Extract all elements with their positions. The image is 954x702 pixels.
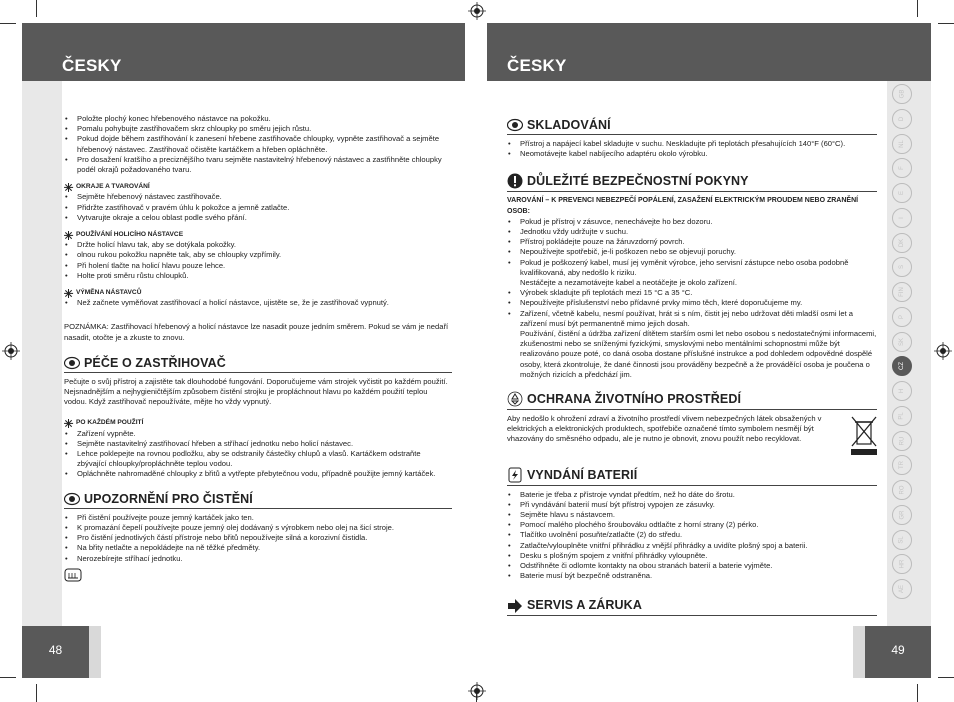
list-item: • Zatlačte/vylouplněte vnitřní přihrádku z vnější přihrádky a uvidíte plošný spoj a baterii. <box>507 541 877 551</box>
left-page-header <box>22 23 465 81</box>
list-item: • Lehce poklepejte na rovnou podložku, aby se odstranily částečky chlupů a vlasů. Kartáčkem odstraňte zbývající chloupky/propláchněte teplou vodou. <box>64 449 452 469</box>
right-page-number: 49 <box>891 643 905 657</box>
list-item: • Opláchněte nahromaděné chloupky z břitů a vytřepte přebytečnou vodu, případně použijte jemný kartáček. <box>64 469 452 479</box>
right-column <box>507 118 877 620</box>
caution-bullet-list <box>64 513 452 564</box>
tab-language-label: P <box>898 314 905 319</box>
crop-mark <box>0 677 16 678</box>
star-icon <box>64 419 73 428</box>
tab-language-label: GB <box>898 89 905 99</box>
tab-language-gr[interactable] <box>892 505 912 525</box>
edging-subheading-text: OKRAJE A TVAROVÁNÍ <box>76 183 150 191</box>
list-item: • Na břity netlačte a nepokládejte na ně těžké předměty. <box>64 543 452 553</box>
storage-section-title: SKLADOVÁNÍ <box>527 117 611 132</box>
tab-language-label: F <box>898 166 905 171</box>
tab-language-label: HR <box>898 559 905 569</box>
attachment-change-bullet-list <box>64 298 452 308</box>
tab-language-tr[interactable] <box>892 455 912 475</box>
safety-section-title: DŮLEŽITÉ BEZPEČNOSTNÍ POKYNY <box>527 174 749 189</box>
service-section-heading <box>507 599 877 616</box>
tab-language-label: D <box>899 116 905 121</box>
list-item: • Jednotku vždy udržujte v suchu. <box>507 227 877 237</box>
tab-language-fin[interactable] <box>892 282 912 302</box>
registration-mark-icon <box>468 2 486 20</box>
caution-section-heading <box>64 492 452 509</box>
edging-bullet-list <box>64 192 452 223</box>
care-paragraph: Pečujte o svůj přístroj a zajistěte tak dlouhodobé fungování. Doporučujeme vám strojek vyčistit po každém použití. Nejsnadnějším a nejhygieničtějším způsobem čistění strojku je propláchnout hlavu po každém použití teplou vodou. Když zastřihovač nepoužíváte, mějte ho vždy vypnutý. <box>64 376 448 407</box>
list-item: • Sejměte hlavu s nástavcem. <box>507 510 877 520</box>
tab-language-label: S <box>898 265 905 270</box>
list-item: • Tlačítko uvolnění posuňte/zatlačte (2) do středu. <box>507 530 877 540</box>
list-item: • Sejměte hřebenový nástavec zastřihovače. <box>64 192 452 202</box>
tab-language-pl[interactable] <box>892 406 912 426</box>
list-item: • Pokud je poškozený kabel, musí jej vyměnit výrobce, jeho servisní zástupce nebo osoba podobně kvalifikovaná, aby nedošlo k riziku. <box>507 258 877 278</box>
tab-language-f[interactable] <box>892 158 912 178</box>
list-item: • Pomalu pohybujte zastřihovačem skrz chloupky po směru jejich růstu. <box>64 124 452 134</box>
care-section-title: PÉČE O ZASTŘIHOVAČ <box>84 355 226 370</box>
battery-icon <box>507 467 523 483</box>
children-paragraph: Používání, čistění a údržba zařízení dítětem starším osmi let nebo osobou s nedostatečnými informacemi, zkušenostmi nebo se sníženými fyzickými, smyslovými nebo mentálními schopnostmi může být realizováno pouze poté, co daná osoba dostane příslušné instrukce a pod dohledem odpovědné dospělé osoby, která zkontroluje, že dané činnosti jsou prováděny bezpečně a že prováděící osoba je poučena o možných rizicích a předchází jim. <box>520 329 877 379</box>
language-tabs <box>892 84 914 604</box>
eye-icon <box>64 356 80 370</box>
tab-language-label: FIN <box>898 287 905 297</box>
tab-language-i[interactable] <box>892 208 912 228</box>
attachment-change-subheading-text: VÝMĚNA NÁSTAVCŮ <box>76 289 142 297</box>
registration-mark-icon <box>934 342 952 360</box>
crop-mark <box>36 684 37 702</box>
list-item: • Nepoužívejte příslušenství nebo přídavné prvky mimo těch, které doporučujeme my. <box>507 298 877 308</box>
tab-language-label: CZ <box>899 362 905 371</box>
list-item: • olnou rukou pokožku napněte tak, aby se chloupky vzpřímily. <box>64 250 452 260</box>
tab-language-nl[interactable] <box>892 134 912 154</box>
attachment-change-subheading <box>64 288 452 298</box>
arrow-right-icon <box>507 599 523 613</box>
environment-section-heading <box>507 391 877 410</box>
list-item: • Nerozebírejte stříhací jednotku. <box>64 554 452 564</box>
shaver-bullet-list <box>64 240 452 281</box>
safety-bullet-list <box>507 217 877 380</box>
after-use-subheading-text: PO KAŽDÉM POUŽITÍ <box>76 419 144 427</box>
list-item: • Vytvarujte okraje a celou oblast podle svého přání. <box>64 213 452 223</box>
tab-language-dk[interactable] <box>892 233 912 253</box>
tab-language-label: H <box>899 388 905 394</box>
tab-language-label: SL <box>899 535 905 544</box>
tab-language-label: GR <box>899 510 905 520</box>
crop-mark <box>36 0 37 17</box>
list-item: • Při čistění používejte pouze jemný kartáček jako ten. <box>64 513 452 523</box>
list-item: • Pro dosažení kratšího a preciznějšího tvaru sejměte nastavitelný hřebenový nástavec a zastřihněte chloupky podél okrajů požadovaného tvaru. <box>64 155 452 175</box>
crop-mark <box>938 23 954 24</box>
brush-icon <box>64 567 82 583</box>
environment-section-title: OCHRANA ŽIVOTNÍHO PROSTŘEDÍ <box>527 391 742 406</box>
edging-subheading <box>64 182 452 192</box>
battery-section-heading <box>507 467 877 486</box>
list-item: • Baterie musí být bezpečně odstraněna. <box>507 571 877 581</box>
tab-language-label: E <box>898 190 905 196</box>
left-column <box>64 114 452 586</box>
right-page-header <box>487 23 931 81</box>
tab-language-sk[interactable] <box>892 332 912 352</box>
tab-language-label: RO <box>899 485 905 495</box>
tab-language-label: SK <box>898 337 905 346</box>
environment-paragraph: Aby nedošlo k ohrožení zdraví a životního prostředí vlivem nebezpečných látek obsažených v elektrických a elektronických produktech, spotřebiče označené tímto symbolem nesmějí být vhazovány do směsného odpadu, ale je nutno je obnovit, znovu použít nebo recyklovat. <box>507 414 822 444</box>
list-item: • Pokud je přístroj v zásuvce, nenechávejte ho bez dozoru. <box>507 217 877 227</box>
shaver-subheading <box>64 230 452 240</box>
warning-icon <box>507 173 523 189</box>
tab-language-h[interactable] <box>892 381 912 401</box>
crop-mark <box>0 23 16 24</box>
after-use-bullet-list <box>64 429 452 480</box>
tab-language-sl[interactable] <box>892 530 912 550</box>
tab-language-label: RU <box>898 436 905 445</box>
battery-section-title: VYNDÁNÍ BATERIÍ <box>527 467 638 482</box>
star-icon <box>64 231 73 240</box>
list-item: • Položte plochý konec hřebenového nástavce na pokožku. <box>64 114 452 124</box>
list-item: • Při vyndávání baterií musí být přístroj vypojen ze zásuvky. <box>507 500 877 510</box>
left-page-number: 48 <box>48 643 63 657</box>
tab-language-gb[interactable] <box>892 84 912 104</box>
tab-language-label: TR <box>899 461 905 470</box>
safety-section-heading <box>507 173 877 192</box>
list-item: • Zařízení, včetně kabelu, nesmí používat, hrát si s ním, čistit jej nebo udržovat děti mladší osmi let a zařízení musí být permanentně mimo jejich dosah. <box>507 309 877 329</box>
after-use-subheading <box>64 418 452 428</box>
list-item: • Než začnete vyměňovat zastřihovací a holicí nástavce, ujistěte se, že je zastřihovač vypnutý. <box>64 298 452 308</box>
star-icon <box>64 289 73 298</box>
tab-language-d[interactable] <box>892 109 912 129</box>
right-page-number-box <box>865 626 931 678</box>
shaver-subheading-text: POUŽÍVÁNÍ HOLICÍHO NÁSTAVCE <box>76 231 184 239</box>
list-item: • Nepoužívejte spotřebič, je-li poškozen nebo se objevují poruchy. <box>507 247 877 257</box>
list-item: • Přidržte zastřihovač v pravém úhlu k pokožce a jemně zatlačte. <box>64 203 452 213</box>
right-footer-accent <box>853 626 865 678</box>
tab-language-label: I <box>898 216 905 219</box>
star-icon <box>64 183 73 192</box>
crop-mark <box>938 677 954 678</box>
registration-mark-icon <box>2 342 20 360</box>
registration-mark-icon <box>468 682 486 700</box>
right-page-title: ČESKY <box>507 56 567 75</box>
tab-language-ru[interactable] <box>892 431 912 451</box>
tab-language-s[interactable] <box>892 257 912 277</box>
storage-section-heading <box>507 118 877 135</box>
list-item: • Pro čistění jednotlivých částí přístroje nebo břitů nepoužívejte silná a korozivní čistidla. <box>64 533 452 543</box>
tab-language-label: PL <box>899 412 905 420</box>
safety-warning: VAROVÁNÍ – K PREVENCI NEBEZPEČÍ POPÁLENÍ, ZASAŽENÍ ELEKTRICKÝM PROUDEM NEBO ZRANĚNÍ OSOB: <box>507 197 859 215</box>
battery-bullet-list <box>507 490 877 582</box>
tab-language-cz[interactable] <box>892 356 912 376</box>
list-item: • Neomotávejte kabel nabíjecího adaptéru okolo výrobku. <box>507 149 877 159</box>
eye-icon <box>64 492 80 506</box>
list-item: • Desku s plošným spojem z vnitřní přihrádky vyloupněte. <box>507 551 877 561</box>
tab-language-p[interactable] <box>892 307 912 327</box>
list-item: • Pokud dojde během zastřihování k zanesení hřebene zastřihovače chloupky, vypněte zastřihovač a sejměte hřebenový nástavec. Zastřihovač očistěte kartáčkem a hřeben opláchněte. <box>64 134 452 154</box>
list-item: • Holte proti směru růstu chloupků. <box>64 271 452 281</box>
tab-language-ro[interactable] <box>892 480 912 500</box>
note-paragraph: POZNÁMKA: Zastřihovací hřebenový a holicí nástavce lze nasadit pouze jedním směrem. Pokud se vám je nedaří nasadit, otočte je a zkuste to znovu. <box>64 322 449 342</box>
list-item: • Držte holicí hlavu tak, aby se dotýkala pokožky. <box>64 240 452 250</box>
left-side-strip <box>22 81 62 626</box>
list-item: • Sejměte nastavitelný zastřihovací hřeben a stříhací jednotku nebo holicí nástavec. <box>64 439 452 449</box>
left-footer-accent <box>89 626 101 678</box>
intro-bullet-list <box>64 114 452 175</box>
cord-hint: Nestáčejte a nezamotávejte kabel a neotáčejte je okolo zařízení. <box>520 278 737 288</box>
tab-language-label: DK <box>899 238 905 247</box>
environment-block <box>507 414 877 445</box>
tab-language-label: NL <box>898 139 905 148</box>
list-item: • Pomocí malého plochého šroubováku odtlačte z horní strany (2) pérko. <box>507 520 877 530</box>
service-section-title: SERVIS A ZÁRUKA <box>527 598 642 613</box>
list-item: • Baterie je třeba z přístroje vyndat předtím, než ho dáte do šrotu. <box>507 490 877 500</box>
crossed-bin-icon <box>851 416 877 456</box>
tab-language-label: AE <box>898 584 905 594</box>
list-item: • Odstřihněte či odlomte kontakty na obou stranách baterií a baterie vyjměte. <box>507 561 877 571</box>
list-item: • Zařízení vypněte. <box>64 429 452 439</box>
list-item: • Přístroj a napájecí kabel skladujte v suchu. Neskladujte při teplotách přesahujících 140°F (60°C). <box>507 139 877 149</box>
crop-mark <box>917 684 918 702</box>
list-item: • Výrobek skladujte při teplotách mezi 15 °C a 35 °C. <box>507 288 877 298</box>
storage-bullet-list <box>507 139 877 159</box>
crop-mark <box>917 0 918 17</box>
list-item: • K promazání čepelí používejte pouze jemný olej dodávaný s výrobkem nebo olej na šicí stroje. <box>64 523 452 533</box>
left-page-number-box <box>22 626 89 678</box>
list-item: • Přístroj pokládejte pouze na žáruvzdorný povrch. <box>507 237 877 247</box>
left-page-title: ČESKY <box>62 56 122 75</box>
care-section-heading <box>64 356 452 373</box>
list-item: • Při holení tlačte na holicí hlavu pouze lehce. <box>64 261 452 271</box>
eye-icon <box>507 118 523 132</box>
tab-language-hr[interactable] <box>892 554 912 574</box>
caution-section-title: UPOZORNĚNÍ PRO ČISTĚNÍ <box>84 491 253 506</box>
tab-language-e[interactable] <box>892 183 912 203</box>
recycle-icon <box>507 391 523 407</box>
tab-language-ae[interactable] <box>892 579 912 599</box>
